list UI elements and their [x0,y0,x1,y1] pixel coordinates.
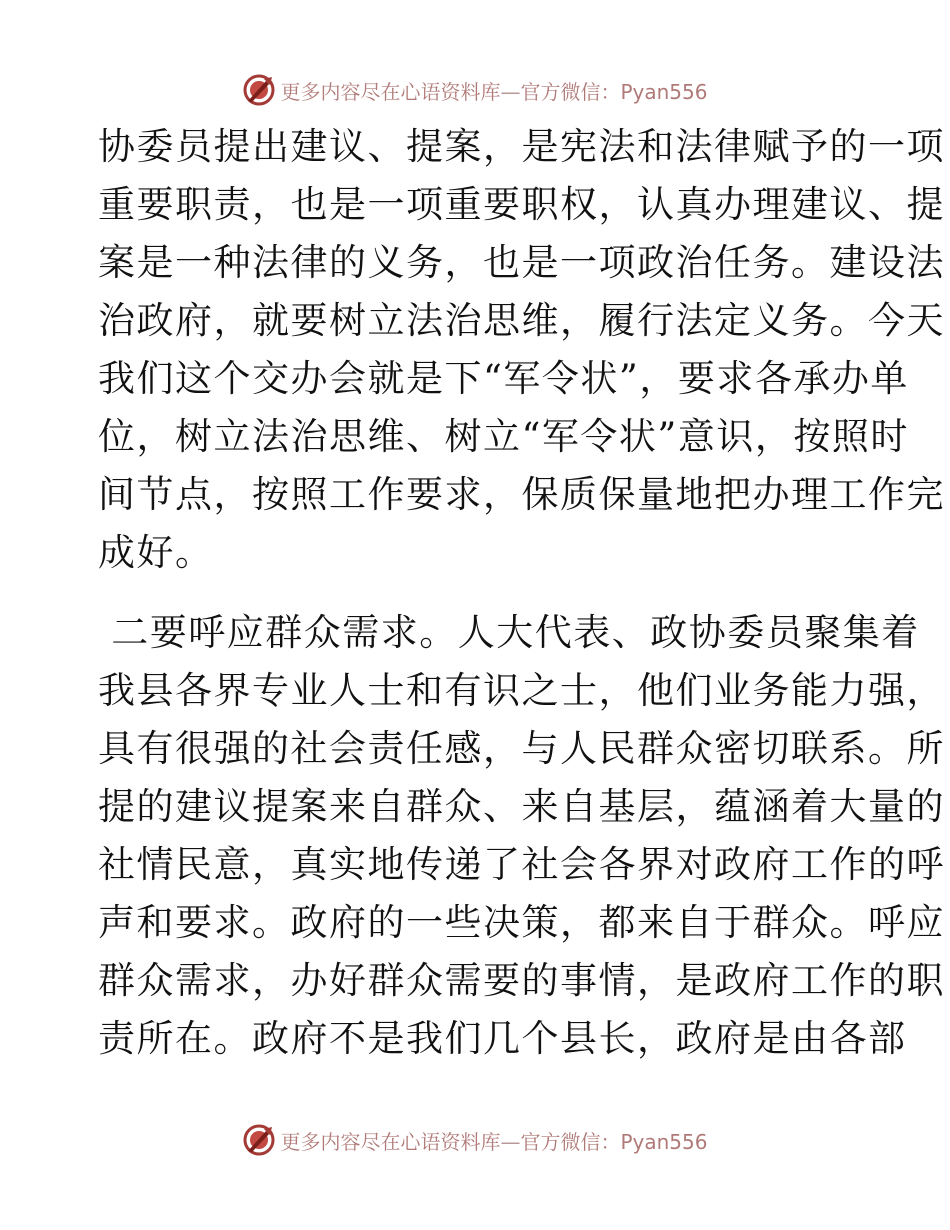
text-line: 我们这个交办会就是下“军令状”，要求各承办单 [98,357,909,400]
quill-seal-icon [242,1123,276,1157]
paragraph-2 [98,604,945,1068]
paragraph-gap [98,582,858,604]
header-banner-text [280,76,707,105]
text-line: 治政府，就要树立法治思维，履行法定义务。今天 [98,299,945,342]
header-site-name: 更多内容尽在心语资料库 [280,79,501,104]
text-line: 二要呼应群众需求。人大代表、政协委员聚集着 [98,611,920,654]
text-line: 案是一种法律的义务，也是一项政治任务。建设法 [98,241,945,284]
text-line: 位，树立法治思维、树立“军令状”意识，按照时 [98,415,909,458]
header-banner [0,70,950,110]
header-wechat: 官方微信：Pyan556 [520,79,708,104]
footer-site-name: 更多内容尽在心语资料库 [280,1129,501,1154]
text-line: 间节点，按照工作要求，保质保量地把办理工作完 [98,473,945,516]
footer-banner-inner [242,1123,707,1157]
text-line: 社情民意，真实地传递了社会各界对政府工作的呼 [98,843,945,886]
text-line: 提的建议提案来自群众、来自基层，蕴涵着大量的 [98,785,945,828]
text-line: 成好。 [98,531,214,574]
text-line: 声和要求。政府的一些决策，都来自于群众。呼应 [98,901,945,944]
footer-wechat: 官方微信：Pyan556 [520,1129,708,1154]
text-line: 重要职责，也是一项重要职权，认真办理建议、提 [98,183,945,226]
footer-banner-text [280,1126,707,1155]
text-line: 责所在。政府不是我们几个县长，政府是由各部 [98,1017,907,1060]
text-line: 协委员提出建议、提案，是宪法和法律赋予的一项 [98,125,945,168]
text-line: 具有很强的社会责任感，与人民群众密切联系。所 [98,727,945,770]
paragraph-1 [98,118,945,582]
document-body [98,118,945,1068]
quill-seal-icon [242,73,276,107]
header-banner-inner [242,73,707,107]
footer-banner [0,1120,950,1160]
header-dash: — [500,79,521,104]
text-line: 我县各界专业人士和有识之士，他们业务能力强， [98,669,945,712]
footer-dash: — [500,1129,521,1154]
text-line: 群众需求，办好群众需要的事情，是政府工作的职 [98,959,945,1002]
